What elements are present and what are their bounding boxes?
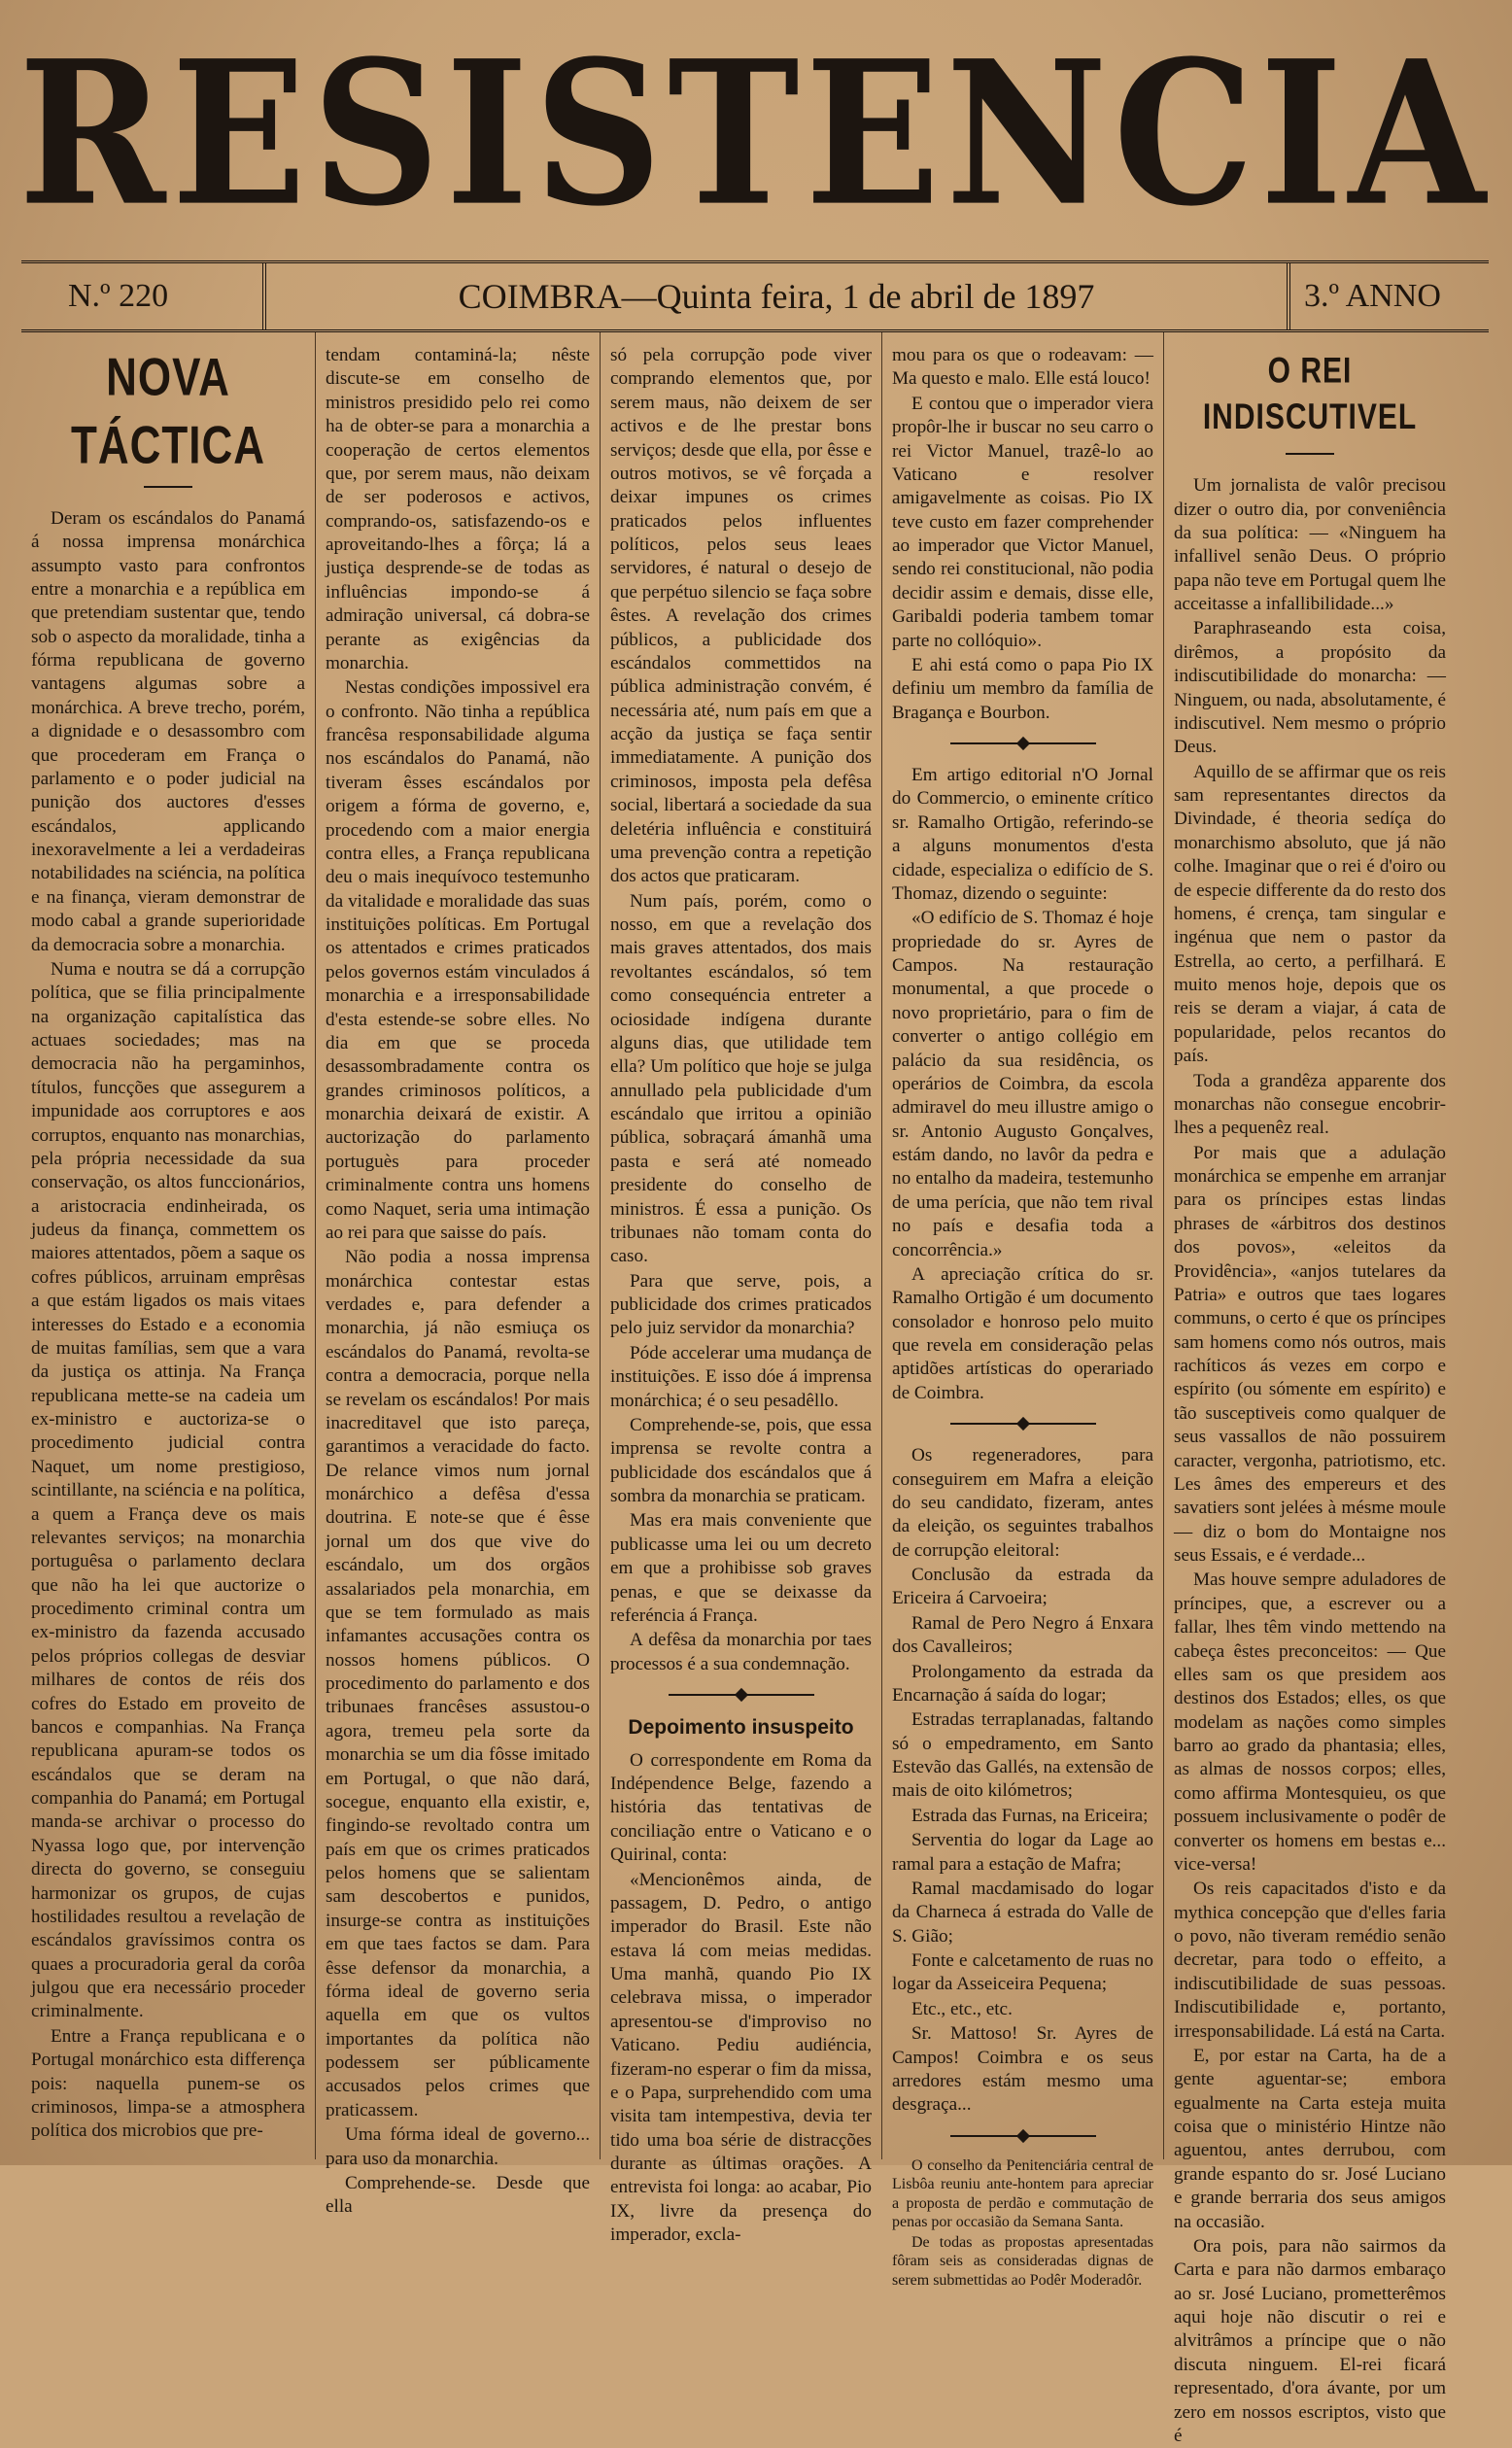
column-3	[601, 332, 882, 2246]
paragraph: Não podia a nossa imprensa monárchica contestar estas verdades e, para defender a monarchia, já não esmiuça os escándalos do Panamá, revolta-se contra a democracia, porque nella se revelam os escándalos! Por mais inacreditavel que isto pareça, garantimos a veracidade do facto. De relance vimos num jornal monárchico a defêsa d'essa doutrina. E note-se que é êsse jornal um dos que vive do escándalo, um dos orgãos assalariados pela monarchia, em que se tem formulado as mais infamantes accusações contra os nossos homens públicos. O procedimento do parlamento e dos tribunaes francêses assustou-o agora, tremeu pela sorte da monarchia se um dia fôsse imitado em Portugal, o que não dará, socegue, enquanto ella existir, e, fingindo-se revoltado contra um país em que os crimes praticados pelos homens que se salientam sam descobertos e punidos, insurge-se contra as instituições em que taes factos se dam. Para êsse defensor da monarchia, a fórma ideal de governo seria aquella em que os vultos importantes da política não podessem ser públicamente accusados pelos crimes que praticassem.	[326, 1247, 590, 2120]
column-5	[1164, 332, 1456, 2446]
paragraph: Comprehende-se, pois, que essa imprensa se revolte contra a publicidade dos escándalos que á sombra da monarchia se praticam.	[610, 1414, 872, 1506]
paragraph: O correspondente em Roma da Indépendence Belge, fazendo a história das tentativas de conciliação entre o Vaticano e o Quirinal, conta:	[610, 1749, 872, 1866]
list-item: Serventia do logar da Lage ao ramal para a estação de Mafra;	[892, 1830, 1153, 1875]
paragraph: Nestas condições impossivel era o confronto. Não tinha a república francêsa responsabilidade alguma nos escándalos do Panamá, não tiveram êsses escándalos por origem a fórma de governo, e, procedendo com a maior energia contra elles, a França republicana deu o mais inequívoco testemunho da vitalidade e moralidade das suas instituições políticas. Em Portugal os attentados e crimes praticados pelos governos estám vinculados á monarchia e a irresponsabilidade d'esta estende-se sobre elles. No dia em que se proceda desassombradamente contra os grandes criminosos políticos, a monarchia deixará de existir. A auctorização do parlamento portuguès para proceder criminalmente contra uns homens como Naquet, seria uma intimação ao rei para que saisse do país.	[326, 677, 590, 1243]
paragraph: mou para os que o rodeavam: — Ma questo e malo. Elle está louco!	[892, 345, 1153, 390]
column-2	[316, 332, 601, 2218]
issue-number: N.º 220	[21, 263, 266, 329]
paragraph: E, por estar na Carta, ha de a gente aguentar-se; embora egualmente na Carta esteja muita coisa que o ministério Hintze não aguentou, antes derrubou, com grande espanto do sr. José Luciano e grande berraria dos seus amigos na occasião.	[1174, 2045, 1446, 2232]
paragraph: Por mais que a adulação monárchica se empenhe em arranjar para os príncipes estas lindas phrases de «árbitros dos destinos dos povos», «eleitos da Providência», «anjos tutelares da Patria» e outros que taes logares communs, o certo é que os príncipes sam homens como nós outros, mais rachíticos ás vezes em corpo e espírito (ou sómente em espírito) e tão susceptiveis como qualquer de seus vassallos de não possuirem caracter, vergonha, patriotismo, etc. Les âmes des empereurs et des savatiers sont jelées à mésme moule — diz o bom do Montaigne nos seus Essais, e é verdade...	[1174, 1142, 1446, 1567]
headline-nova-tactica: NOVA TÁCTICA	[70, 347, 266, 475]
paragraph: Póde accelerar uma mudança de instituições. E isso dóe á imprensa monárchica; é o seu pesadêllo.	[610, 1342, 872, 1411]
paragraph: O conselho da Penitenciária central de Lisbôa reuniu ante-hontem para apreciar a proposta de perdão e commutação de penas por occasião da Semana Santa.	[892, 2156, 1153, 2231]
place-date: COIMBRA—Quinta feira, 1 de abril de 1897	[458, 277, 1095, 316]
dateline	[21, 260, 1489, 332]
paragraph: A apreciação crítica do sr. Ramalho Ortigão é um documento consolador e honroso pelo muito que revela em consideração pelas aptidões artísticas do operariado de Coimbra.	[892, 1263, 1153, 1403]
paragraph: Numa e noutra se dá a corrupção política, que se filia principalmente na organização capitalística das actuaes sociedades; mas na democracia não ha pergaminhos, títulos, funcções que assegurem a impunidade aos corruptores e aos corruptos, enquanto nas monarchias, pela própria necessidade da sua conservação, os altos funccionários, a aristocracia endinheirada, os judeus da finança, commettem os maiores attentados, põem a saque os cofres públicos, arruinam emprêsas a que estám ligados os mais vitaes interesses do Estado e a economia de muitas famílias, sem que a vara da justiça os attinja. Na França republicana mette-se na cadeia um ex-ministro e auctoriza-se o procedimento judicial contra Naquet, um nome prestigioso, scintillante, na sciéncia e na política, a quem a França deve os mais relevantes serviços; na monarchia portuguêsa o parlamento declara que não ha lei que auctorize o procedimento criminal contra um ex-ministro da fazenda accusado pelos próprios collegas de desviar milhares de contos de réis dos cofres do Estado em proveito de bancos e companhias. Na França republicana apuram-se todos os escándalos que se deram na companhia do Panamá; em Portugal manda-se archivar o processo do Nyassa logo que, por intervenção directa do governo, se conseguiu harmonizar os grupos, de cujas hostilidades resultou a revelação de escándalos gravíssimos contra os quaes a procuradoria geral da corôa julgou que era necessário proceder criminalmente.	[31, 958, 305, 2022]
paragraph: E ahi está como o papa Pio IX definiu um membro da família de Bragança e Bourbon.	[892, 654, 1153, 723]
paragraph: Paraphraseando esta coisa, dirêmos, a propósito da indiscutibilidade do monarcha: — Ninguem, ou nada, absolutamente, é indiscutivel. Nem mesmo o próprio Deus.	[1174, 618, 1446, 758]
list-item: Estrada das Furnas, na Ericeira;	[911, 1805, 1149, 1826]
paragraph: Para que serve, pois, a publicidade dos crimes praticados pelo juiz servidor da monarchia?	[610, 1270, 872, 1339]
headline-rei-indiscutivel: O REI INDISCUTIVEL	[1202, 350, 1418, 437]
paragraph: Um jornalista de valôr precisou dizer o outro dia, por conveniência da sua política: — «Ninguem ha infallivel senão Deus. O próprio papa não teve em Portugal quem lhe acceitasse a infallibilidade...»	[1174, 475, 1446, 615]
paragraph: Aquillo de se affirmar que os reis sam representantes directos da Divindade, é theoria sedíça do monarchismo absoluto, que já não colhe. Imaginar que o rei é d'oiro ou de especie differente da do resto dos homens, é crença, tam singular e ingénua que nem o pastor da Estrella, ao certo, a perfilhará. E muito menos hoje, depois que os reis se deram a viajar, á cata de popularidade, pelos recantos do país.	[1174, 761, 1446, 1067]
headline-depoimento: Depoimento insuspeito	[628, 1716, 854, 1739]
article-columns	[21, 332, 1489, 2446]
paragraph: Em artigo editorial n'O Jornal do Commercio, o eminente crítico sr. Ramalho Ortigão, referindo-se a alguns monumentos d'esta cidade, especializa o edifício de S. Thomaz, dizendo o seguinte:	[892, 765, 1153, 904]
paragraph: Mas houve sempre aduladores de príncipes, que, a escrever ou a fallar, lhes têm vindo mettendo na cabeça êstes preconceitos: — Que elles sam os que presidem aos destinos dos Estados; elles, os que modelam as nações como simples barro ao grado da phantasia; elles, as almas de nossos corpos; elles, como affirma Montesquieu, os que possuem inclusivamente o podêr de converter os homens em bestas e... vice-versa!	[1174, 1569, 1446, 1875]
list-item: Etc., etc., etc.	[911, 1998, 1013, 2019]
paragraph: Mas era mais conveniente que publicasse uma lei ou um decreto em que a prohibisse sob graves penas, e que se deixasse da referéncia á França.	[610, 1510, 872, 1626]
list-item: Prolongamento da estrada da Encarnação á saída do logar;	[892, 1661, 1153, 1706]
list-item: Estradas terraplanadas, faltando só o empedramento, em Santo Estevão das Gallés, na extensão de mais de oito kilómetros;	[892, 1709, 1153, 1802]
paragraph: Toda a grandêza apparente dos monarchas não consegue encobrir-lhes a pequenêz real.	[1174, 1070, 1446, 1139]
paragraph: Ora pois, para não sairmos da Carta e para não darmos embaraço ao sr. José Luciano, prometterêmos aqui hoje não discutir o rei e alvitrâmos a príncipe que o não discuta ninguem. El-rei ficará representado, d'ora ávante, por um zero em nossos escriptos, visto que é	[1174, 2235, 1446, 2446]
paragraph: tendam contaminá-la; nêste discute-se em conselho de ministros presidido pelo rei como ha de obter-se para a monarchia a cooperação de certos elementos que, por serem maus, não deixam de ser poderosos e activos, comprando-os, satisfazendo-os e aproveitando-lhes a fôrça; lá a justiça desprende-se de todas as influências impondo-se á admiração universal, cá dobra-se perante as exigências da monarchia.	[326, 345, 590, 673]
paragraph: Deram os escándalos do Panamá á nossa imprensa monárchica assumpto vasto para confrontos entre a monarchia e a república em que pretendiam sustentar que, tendo sob o aspecto da moralidade, tinha a fórma republicana de governo vantagens algumas sobre a monárchica. A breve trecho, porém, a dignidade e o desassombro com que procederam em França o parlamento e o poder judicial na punição dos auctores d'esses escándalos, applicando inexoravelmente a lei a verdadeiras notabilidades na sciéncia, na política e na finança, vieram demonstrar de modo cabal a grande superioridade da democracia sobre a monarchia.	[31, 507, 305, 955]
paragraph: Os reis capacitados d'isto e da mythica concepção que d'elles faria o povo, não tiveram remédio senão decretar, para todo o effeito, a indiscutibilidade de suas pessoas. Indiscutibilidade e, portanto, irresponsabilidade. Lá está na Carta.	[1174, 1879, 1446, 2042]
column-1	[21, 332, 316, 2159]
paragraph: Os regeneradores, para conseguirem em Mafra a eleição do seu candidato, fizeram, antes da eleição, os seguintes trabalhos de corrupção eleitoral:	[892, 1445, 1153, 1561]
paragraph: Comprehende-se. Desde que ella	[326, 2172, 590, 2218]
paragraph: Entre a França republicana e o Portugal monárchico esta differença pois: naquella punem-se os criminosos, limpa-se a atmosphera política dos microbios que pre-	[31, 2025, 305, 2142]
paragraph: só pela corrupção pode viver comprando elementos que, por serem maus, não deixem de ser activos e de lhe prestar bons serviços; desde que ella, por êsse e outros motivos, se vê forçada a deixar impunes os crimes praticados pelos influentes políticos, pelos seus leaes servidores, é natural o desejo de que perpétuo silencio se faça sobre êstes. A revelação dos crimes públicos, a publicidade dos escándalos commettidos na pública administração convém, é necessária até, num país em que a acção da justiça se faça sentir immediatamente. A punição dos criminosos, imposta pela defêsa social, libertará a sociedade da sua deletéria influência e constituirá uma prevenção contra a repetição dos actos que praticaram.	[610, 345, 872, 887]
divider	[144, 486, 192, 488]
newspaper-title: RESISTENCIA	[18, 17, 1492, 250]
ornament-divider	[669, 1694, 814, 1696]
column-4	[882, 332, 1164, 2289]
list-item: Fonte e calcetamento de ruas no logar da Asseiceira Pequena;	[892, 1950, 1153, 1995]
year-volume: 3.º ANNO	[1287, 263, 1489, 329]
ornament-divider	[950, 2135, 1096, 2137]
paragraph: «O edifício de S. Thomaz é hoje propriedade do sr. Ayres de Campos. Na restauração monumental, a que procede o novo proprietário, para o fim de converter o antigo collégio em palácio da sua residência, os operários de Coimbra, da escola admiravel do meu illustre amigo o sr. Antonio Augusto Gonçalves, estám dando, no lavôr da pedra e no entalho da madeira, testemunho de uma perícia, que não tem rival no país e desafia toda a concorrência.»	[892, 908, 1153, 1260]
list-item: Ramal de Pero Negro á Enxara dos Cavalleiros;	[892, 1612, 1153, 1658]
paragraph: E contou que o imperador viera propôr-lhe ir buscar no seu carro o rei Victor Manuel, trazê-lo ao Vaticano e resolver amigavelmente as coisas. Pio IX teve custo em fazer comprehender ao imperador que Victor Manuel, sendo rei constitucional, não podia decidir assim e demais, disse elle, Garibaldi poderia tambem tomar parte no collóquio».	[892, 393, 1153, 651]
paragraph: De todas as propostas apresentadas fôram seis as consideradas dignas de serem submettidas ao Podêr Moderadôr.	[892, 2233, 1153, 2289]
paragraph: «Mencionêmos ainda, de passagem, D. Pedro, o antigo imperador do Brasil. Este não estava lá com meias medidas. Uma manhã, quando Pio IX celebrava missa, o imperador apresentou-se d'improviso no Vaticano. Pediu audiéncia, fizeram-no esperar o fim da missa, e o Papa, surprehendido com uma visita tam intempestiva, devia ter tido uma boa série de distracções durante as últimas orações. A entrevista foi longa: ao acabar, Pio IX, livre da presença do imperador, excla-	[610, 1869, 872, 2246]
paragraph: A defêsa da monarchia por taes processos é a sua condemnação.	[610, 1630, 872, 1674]
paragraph: Sr. Mattoso! Sr. Ayres de Campos! Coimbra e os seus arredores estám mesmo uma desgraça...	[892, 2023, 1153, 2116]
divider	[1286, 453, 1334, 455]
list-item: Conclusão da estrada da Ericeira á Carvoeira;	[892, 1565, 1153, 1609]
masthead	[18, 0, 1492, 260]
ornament-divider	[950, 1423, 1096, 1425]
paragraph: Num país, porém, como o nosso, em que a revelação dos mais graves attentados, dos mais revoltantes escándalos, só tem como consequéncia entreter a ociosidade indígena durante alguns dias, que utilidade tem ella? Um político que hoje se julga annullado pela publicidade d'um escándalo que irritou a opinião pública, sobraçará ámanhã uma pasta e será até nomeado presidente do conselho de ministros. É essa a punição. Os tribunaes não tomam conta do caso.	[610, 890, 872, 1267]
ornament-divider	[950, 742, 1096, 744]
list-item: Ramal macdamisado do logar da Charneca á estrada do Valle de S. Gião;	[892, 1878, 1153, 1947]
paragraph: Uma fórma ideal de governo... para uso da monarchia.	[326, 2124, 590, 2169]
